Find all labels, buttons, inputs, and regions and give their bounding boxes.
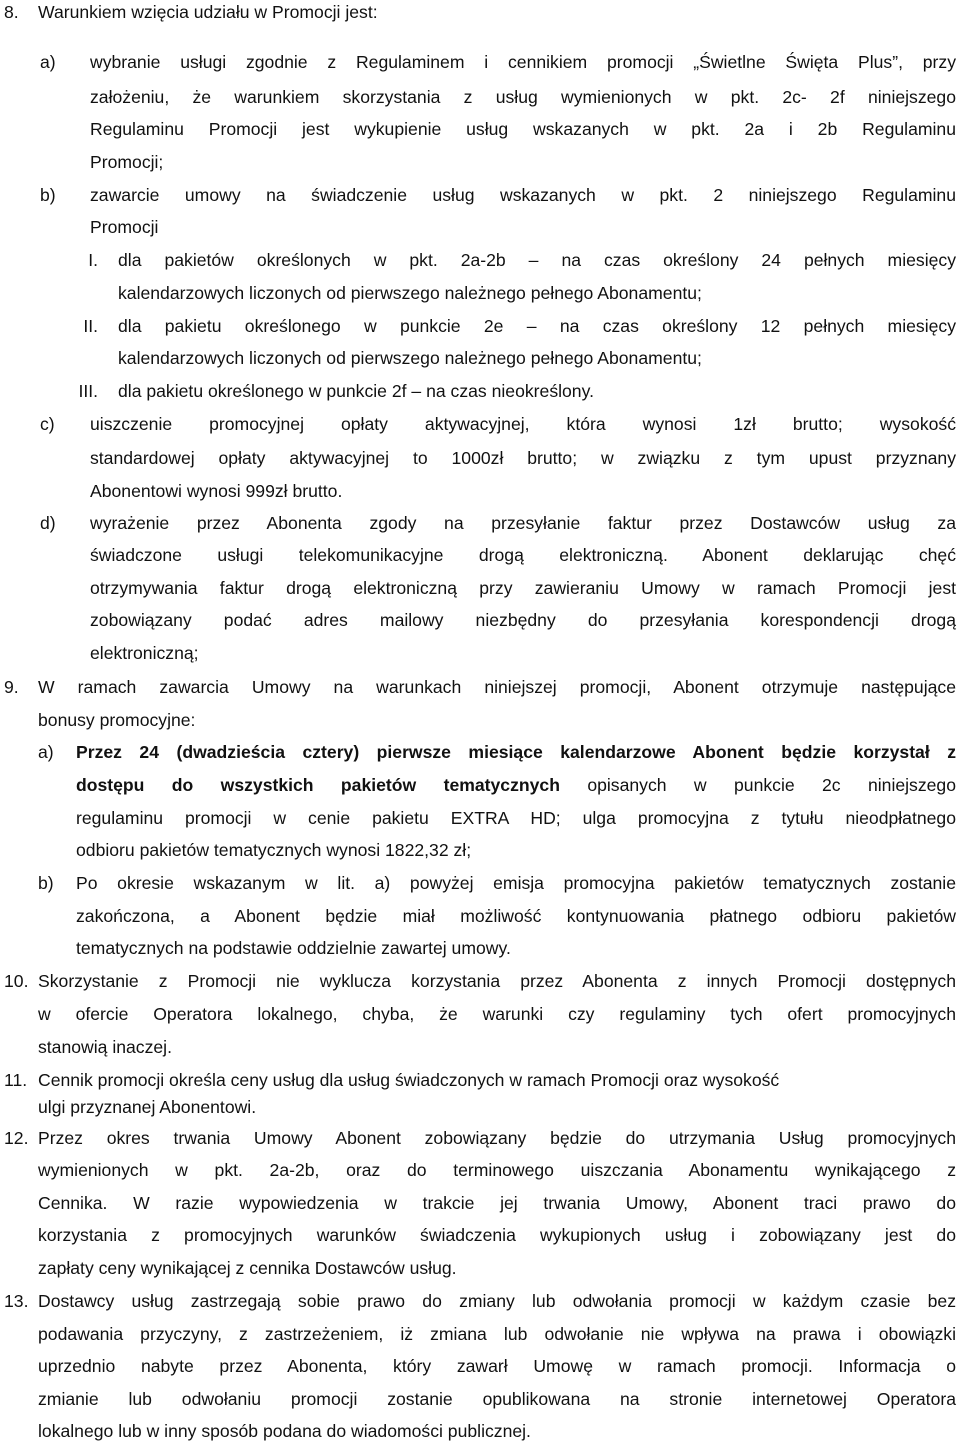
text-line: Dostawcy usług zastrzegają sobie prawo do zmiany lub odwołania promocji w każdym czasie bez	[38, 1291, 956, 1311]
text-line: założeniu, że warunkiem skorzystania z usług wymienionych w pkt. 2c- 2f niniejszego	[90, 87, 956, 107]
subitem-marker: I.	[88, 250, 98, 270]
text-line: Cennika. W razie wypowiedzenia w trakcie jej trwania Umowy, Abonent traci prawo do	[38, 1193, 956, 1213]
text-line: W ramach zawarcia Umowy na warunkach niniejszej promocji, Abonent otrzymuje następujące	[38, 677, 956, 697]
section-heading: Warunkiem wzięcia udziału w Promocji jest:	[38, 2, 378, 22]
text-line: regulaminu promocji w cenie pakietu EXTRA HD; ulga promocyjna z tytułu nieodpłatnego	[76, 808, 956, 828]
text-line: bonusy promocyjne:	[38, 710, 196, 730]
section-number: 12.	[4, 1128, 29, 1148]
text-line: stanowią inaczej.	[38, 1037, 172, 1057]
text-line: tematycznych na podstawie oddzielnie zawartej umowy.	[76, 938, 511, 958]
text-line: uiszczenie promocyjnej opłaty aktywacyjnej, która wynosi 1zł brutto; wysokość	[90, 414, 956, 434]
item-marker: a)	[40, 52, 56, 72]
text-line: wyrażenie przez Abonenta zgody na przesyłanie faktur przez Dostawców usług za	[90, 513, 956, 533]
section-number: 13.	[4, 1291, 29, 1311]
mixed-text-line	[76, 773, 956, 797]
text-line: Promocji	[90, 217, 159, 237]
text-line: wymienionych w pkt. 2a-2b, oraz do terminowego uiszczania Abonamentu wynikającego z	[38, 1160, 956, 1180]
text-line: lokalnego lub w inny sposób podana do wiadomości publicznej.	[38, 1421, 531, 1441]
text-line: podawania przyczyny, z zastrzeżeniem, iż zmiana lub odwołanie nie wpływa na prawa i obowiązki	[38, 1324, 956, 1344]
text-line: Po okresie wskazanym w lit. a) powyżej emisja promocyjna pakietów tematycznych zostanie	[76, 873, 956, 893]
text-line: Przez okres trwania Umowy Abonent zobowiązany będzie do utrzymania Usług promocyjnych	[38, 1128, 956, 1148]
subitem-marker: III.	[78, 381, 98, 401]
text-line: dla pakietów określonych w pkt. 2a-2b – na czas określony 24 pełnych miesięcy	[118, 250, 956, 270]
text-line: Regulaminu Promocji jest wykupienie usług wskazanych w pkt. 2a i 2b Regulaminu	[90, 119, 956, 139]
text-line: korzystania z promocyjnych warunków świadczenia wykupionych usług i zobowiązany jest do	[38, 1225, 956, 1245]
text-line: otrzymywania faktur drogą elektroniczną przy zawieraniu Umowy w ramach Promocji jest	[90, 578, 956, 598]
text-line: Skorzystanie z Promocji nie wyklucza korzystania przez Abonenta z innych Promocji dostępnych	[38, 971, 956, 991]
section-number: 9.	[4, 677, 19, 697]
section-number: 8.	[4, 2, 19, 22]
text-line: zawarcie umowy na świadczenie usług wskazanych w pkt. 2 niniejszego Regulaminu	[90, 185, 956, 205]
item-marker: a)	[38, 742, 54, 762]
item-marker: d)	[40, 513, 56, 533]
text-line: odbioru pakietów tematycznych wynosi 1822,32 zł;	[76, 840, 472, 860]
item-marker: b)	[40, 185, 56, 205]
text-run: opisanych w punkcie 2c niniejszego	[559, 775, 956, 795]
text-line: kalendarzowych liczonych od pierwszego należnego pełnego Abonamentu;	[118, 348, 702, 368]
text-line: zobowiązany podać adres mailowy niezbędny do przesyłania korespondencji drogą	[90, 610, 956, 630]
text-line: ulgi przyznanej Abonentowi.	[38, 1097, 257, 1117]
section-number: 10.	[4, 971, 29, 991]
text-line: zapłaty ceny wynikającej z cennika Dostawców usług.	[38, 1258, 457, 1278]
text-line: Cennik promocji określa ceny usług dla usług świadczonych w ramach Promocji oraz wysokość	[38, 1070, 780, 1090]
text-line: uprzednio nabyte przez Abonenta, który zawarł Umowę w ramach promocji. Informacja o	[38, 1356, 956, 1376]
text-line: zmianie lub odwołaniu promocji zostanie opublikowana na stronie internetowej Operatora	[38, 1389, 956, 1409]
text-line: zakończona, a Abonent będzie miał możliwość kontynuowania płatnego odbioru pakietów	[76, 906, 956, 926]
text-line: wybranie usługi zgodnie z Regulaminem i cennikiem promocji „Świetlne Święta Plus”, przy	[90, 52, 956, 72]
text-line: dla pakietu określonego w punkcie 2e – na czas określony 12 pełnych miesięcy	[118, 316, 956, 336]
text-line: kalendarzowych liczonych od pierwszego należnego pełnego Abonamentu;	[118, 283, 702, 303]
bold-text-line: Przez 24 (dwadzieścia cztery) pierwsze miesiące kalendarzowe Abonent będzie korzystał z	[76, 742, 956, 762]
text-line: dla pakietu określonego w punkcie 2f – na czas nieokreślony.	[118, 381, 594, 401]
section-number: 11.	[4, 1070, 28, 1090]
text-line: standardowej opłaty aktywacyjnej to 1000zł brutto; w związku z tym upust przyznany	[90, 448, 956, 468]
item-marker: c)	[40, 414, 55, 434]
item-marker: b)	[38, 873, 54, 893]
text-line: elektroniczną;	[90, 643, 199, 663]
text-line: w ofercie Operatora lokalnego, chyba, że warunki czy regulaminy tych ofert promocyjnych	[38, 1004, 956, 1024]
text-line: Abonentowi wynosi 999zł brutto.	[90, 481, 343, 501]
bold-text: dostępu do wszystkich pakietów tematycznych	[76, 775, 560, 795]
subitem-marker: II.	[83, 316, 98, 336]
text-line: świadczone usługi telekomunikacyjne drogą elektroniczną. Abonent deklarując chęć	[90, 545, 956, 565]
text-line: Promocji;	[90, 152, 164, 172]
